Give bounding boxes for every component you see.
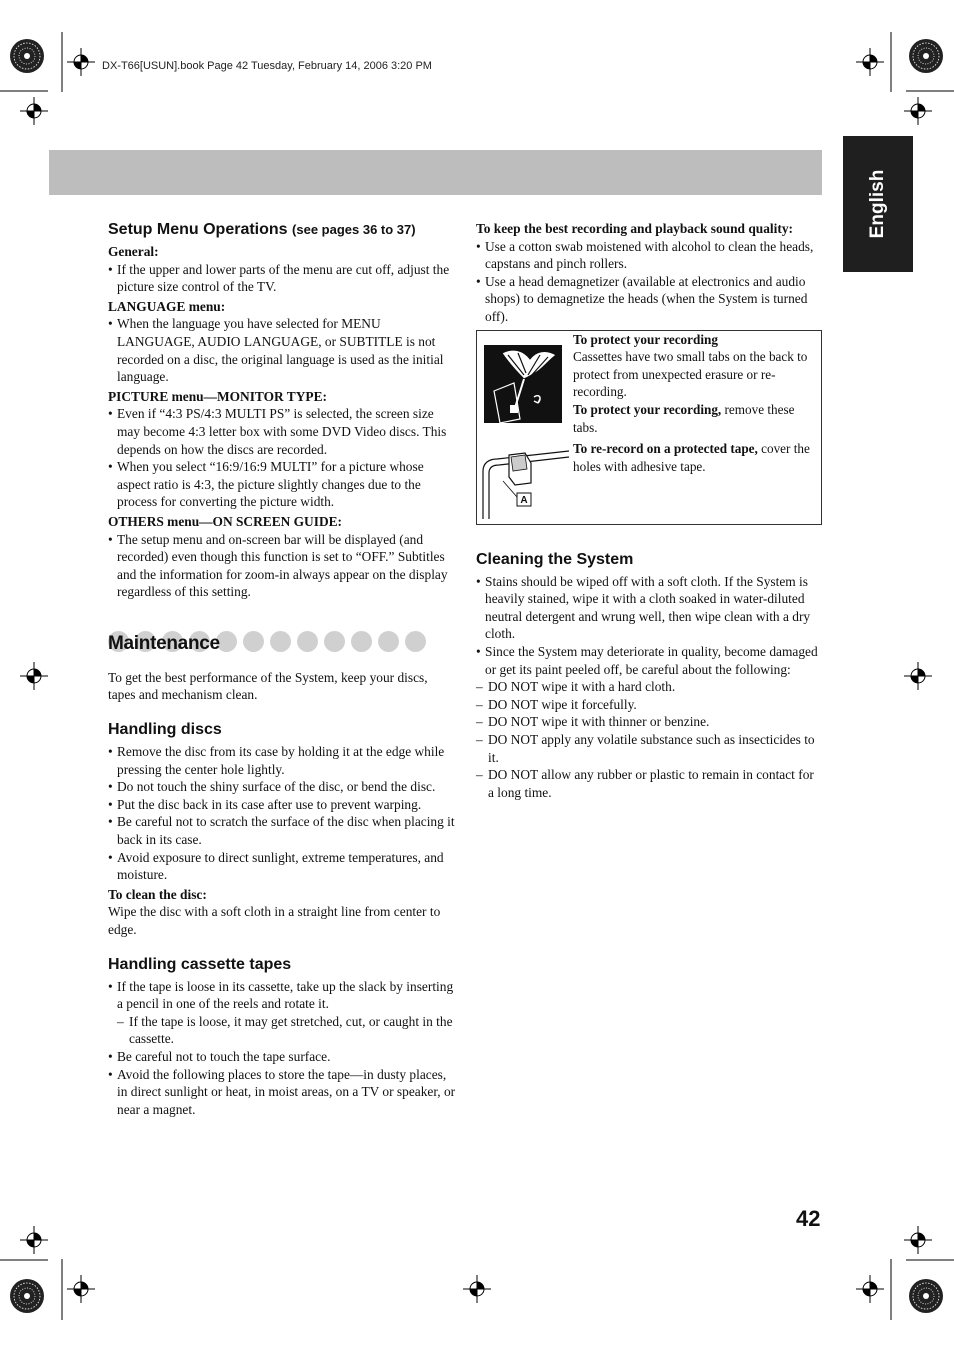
- recording-heading: To keep the best recording and playback sound quality:: [476, 221, 793, 236]
- language-tab-label: English: [867, 169, 888, 239]
- list-item: • Stains should be wiped off with a soft cloth. If the System is heavily stained, wipe it with a cloth soaked in water-diluted neutral detergent and wrung well, then wipe clean with a dry cloth.: [476, 573, 822, 643]
- general-label: General:: [108, 244, 159, 259]
- list-item: • Avoid exposure to direct sunlight, extreme temperatures, and moisture.: [108, 849, 456, 884]
- list-item: • Do not touch the shiny surface of the disc, or bend the disc.: [108, 778, 456, 796]
- list-subitem: – DO NOT wipe it forcefully.: [476, 696, 822, 714]
- protect-description: Cassettes have two small tabs on the back to protect from unexpected erasure or re-recording.: [573, 349, 808, 400]
- clean-disc-text: Wipe the disc with a soft cloth in a straight line from center to edge.: [108, 904, 441, 937]
- language-tab: [843, 136, 913, 272]
- list-item: • If the upper and lower parts of the menu are cut off, adjust the picture size control of the TV.: [108, 261, 456, 296]
- protect-instruction: To protect your recording, remove these tabs.: [573, 401, 795, 435]
- maintenance-intro: To get the best performance of the System, keep your discs, tapes and mechanism clean.: [108, 669, 428, 703]
- left-column: [108, 220, 456, 1118]
- page-number: 42: [796, 1206, 821, 1231]
- protect-text-block: [573, 331, 819, 476]
- list-item: • Be careful not to touch the tape surface.: [108, 1048, 456, 1066]
- setup-heading: Setup Menu Operations (see pages 36 to 37): [108, 221, 416, 238]
- figure-label-a: A: [520, 494, 528, 506]
- file-info-header: DX-T66[USUN].book Page 42 Tuesday, February 14, 2006 3:20 PM: [102, 60, 432, 72]
- cleaning-list: [476, 573, 822, 802]
- list-item: • Avoid the following places to store the tape—in dusty places, in direct sunlight or heat, in moist areas, on a TV or speaker, or near a magnet.: [108, 1066, 456, 1119]
- list-subitem: – DO NOT wipe it with thinner or benzine.: [476, 713, 822, 731]
- list-item: • The setup menu and on-screen bar will be displayed (and recorded) even though this function is set to “OFF.” Subtitles and the information for zoom-in always appear on the display regardless of this setting.: [108, 531, 456, 601]
- discs-list: [108, 743, 456, 884]
- cleaning-heading: Cleaning the System: [476, 550, 634, 568]
- list-item: • Use a head demagnetizer (available at electronics and audio shops) to demagnetize the heads (when the System is turned off).: [476, 273, 822, 326]
- list-subitem: – DO NOT allow any rubber or plastic to remain in contact for a long time.: [476, 766, 822, 801]
- tapes-list: [108, 978, 456, 1119]
- tapes-heading: Handling cassette tapes: [108, 955, 292, 973]
- discs-heading: Handling discs: [108, 721, 222, 739]
- list-item: • When you select “16:9/16:9 MULTI” for a picture whose aspect ratio is 4:3, the picture slightly changes due to the process for converting the picture width.: [108, 458, 456, 511]
- remove-tab-illustration: [484, 345, 564, 425]
- picture-label: PICTURE menu—MONITOR TYPE:: [108, 388, 327, 404]
- language-list: [108, 315, 456, 385]
- list-item: • Put the disc back in its case after use to prevent warping.: [108, 796, 456, 814]
- list-item: • Remove the disc from its case by holding it at the edge while pressing the center hole lightly.: [108, 743, 456, 778]
- list-subitem: – If the tape is loose, it may get stretched, cut, or caught in the cassette.: [108, 1013, 456, 1048]
- header-bar: [49, 150, 822, 195]
- list-item: • Since the System may deteriorate in quality, become damaged or get its paint peeled off, be careful about the following:: [476, 643, 822, 678]
- list-item: • Use a cotton swab moistened with alcohol to clean the heads, capstans and pinch rollers.: [476, 238, 822, 273]
- list-item: • When the language you have selected for MENU LANGUAGE, AUDIO LANGUAGE, or SUBTITLE is not recorded on a disc, the original language is used as the initial language.: [108, 315, 456, 385]
- recording-list: [476, 238, 822, 326]
- setup-page-ref: (see pages 36 to 37): [292, 222, 416, 237]
- picture-list: [108, 405, 456, 511]
- list-subitem: – DO NOT apply any volatile substance such as insecticides to it.: [476, 731, 822, 766]
- maintenance-heading-row: [108, 631, 456, 657]
- maintenance-heading: Maintenance: [108, 633, 220, 655]
- clean-disc-label: To clean the disc:: [108, 886, 207, 902]
- list-item: • If the tape is loose in its cassette, take up the slack by inserting a pencil in one of the reels and rotate it.: [108, 978, 456, 1013]
- cassette-tab-illustration: [481, 441, 571, 521]
- others-list: [108, 531, 456, 601]
- list-item: • Even if “4:3 PS/4:3 MULTI PS” is selected, the screen size may become 4:3 letter box with some DVD Video discs. This depends on how the discs are recorded.: [108, 405, 456, 458]
- rerecord-instruction: To re-record on a protected tape, cover the holes with adhesive tape.: [573, 441, 810, 474]
- right-column: [476, 220, 822, 801]
- protect-recording-box: [476, 330, 822, 525]
- others-label: OTHERS menu—ON SCREEN GUIDE:: [108, 513, 343, 529]
- protect-heading: To protect your recording: [573, 331, 718, 347]
- list-item: • Be careful not to scratch the surface of the disc when placing it back in its case.: [108, 813, 456, 848]
- language-label: LANGUAGE menu:: [108, 298, 226, 314]
- list-subitem: – DO NOT wipe it with a hard cloth.: [476, 678, 822, 696]
- general-list: [108, 261, 456, 296]
